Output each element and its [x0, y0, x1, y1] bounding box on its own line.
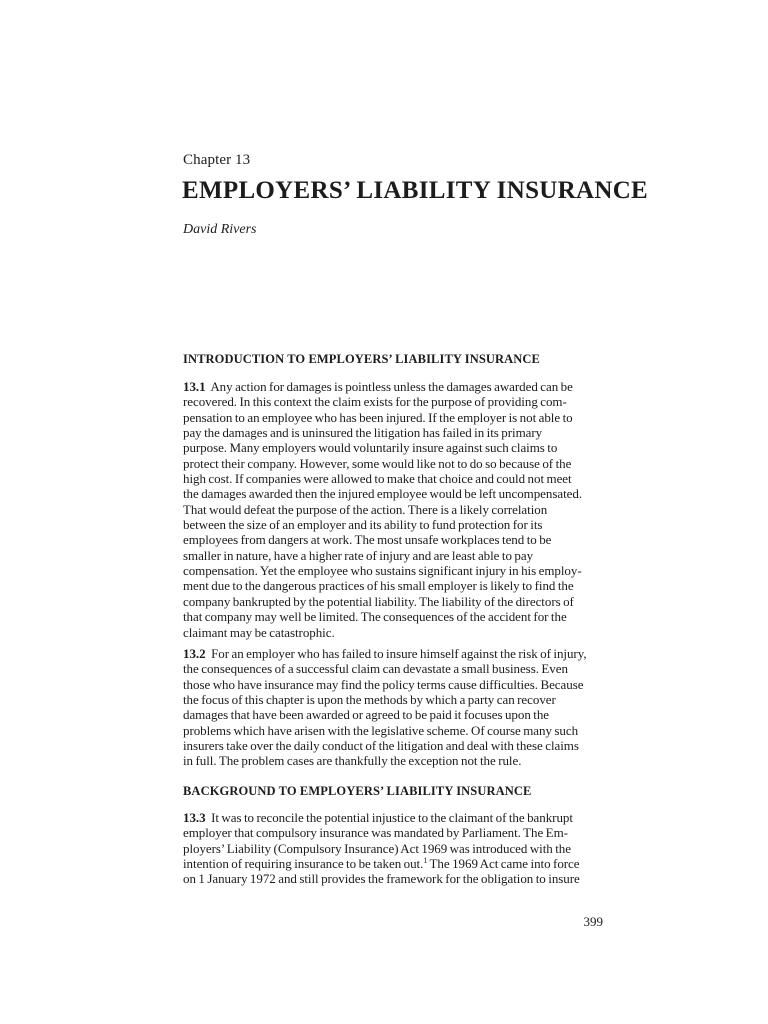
- paragraph-line: That would defeat the purpose of the action. There is a likely correlation: [183, 501, 548, 517]
- paragraph-line: the consequences of a successful claim can devastate a small business. Even: [183, 661, 568, 677]
- chapter-title: EMPLOYERS’ LIABILITY INSURANCE: [182, 177, 649, 204]
- chapter-label: Chapter 13: [183, 152, 251, 168]
- paragraph-line: that company may well be limited. The consequences of the accident for the: [183, 609, 567, 625]
- paragraph-line: insurers take over the daily conduct of the litigation and deal with these claims: [183, 738, 579, 754]
- paragraph-line: 13.2 For an employer who has failed to insure himself against the risk of injury,: [183, 646, 587, 661]
- paragraph-line: 13.3 It was to reconcile the potential injustice to the claimant of the bankrupt: [183, 810, 573, 825]
- paragraph-13-1: [183, 379, 603, 640]
- paragraph-line: ployers’ Liability (Compulsory Insurance) Act 1969 was introduced with the: [183, 840, 571, 856]
- paragraph-number: 13.3: [183, 810, 206, 825]
- paragraph-line: protect their company. However, some would like not to do so because of the: [183, 455, 572, 471]
- paragraph-line: the focus of this chapter is upon the methods by which a party can recover: [183, 692, 556, 708]
- paragraph-line: employees from dangers at work. The most unsafe workplaces tend to be: [183, 532, 552, 548]
- paragraph-line: ment due to the dangerous practices of his small employer is likely to find the: [183, 578, 574, 594]
- paragraph-line: those who have insurance may find the policy terms cause difficulties. Because: [183, 676, 584, 692]
- paragraph-line: smaller in nature, have a higher rate of injury and are least able to pay: [183, 547, 534, 563]
- paragraph-line: claimant may be catastrophic.: [183, 624, 335, 640]
- page-number: 399: [583, 914, 603, 929]
- paragraph-line: compensation. Yet the employee who sustains significant injury in his employ-: [183, 563, 582, 579]
- paragraph-line: in full. The problem cases are thankfully the exception not the rule.: [183, 753, 522, 769]
- section-heading-background: BACKGROUND TO EMPLOYERS’ LIABILITY INSURANCE: [183, 784, 532, 798]
- paragraph-line: purpose. Many employers would voluntarily insure against such claims to: [183, 440, 558, 456]
- paragraph-line: recovered. In this context the claim exists for the purpose of providing com-: [183, 394, 567, 410]
- footnote-reference[interactable]: 1: [423, 856, 428, 866]
- section-heading-introduction: INTRODUCTION TO EMPLOYERS’ LIABILITY INSURANCE: [183, 352, 540, 366]
- paragraph-13-2: [183, 646, 603, 769]
- paragraph-number: 13.2: [183, 646, 206, 661]
- paragraph-line: employer that compulsory insurance was mandated by Parliament. The Em-: [183, 825, 568, 841]
- paragraph-line: between the size of an employer and its ability to fund protection for its: [183, 517, 543, 533]
- paragraph-line: problems which have arisen with the legislative scheme. Of course many such: [183, 722, 579, 738]
- paragraph-line: intention of requiring insurance to be taken out.$^1$ The 1969 Act came into force: [183, 856, 580, 872]
- chapter-author: David Rivers: [183, 222, 257, 237]
- paragraph-number: 13.1: [183, 379, 206, 394]
- paragraph-line: on 1 January 1972 and still provides the framework for the obligation to insure: [183, 871, 580, 887]
- paragraph-line: pensation to an employee who has been injured. If the employer is not able to: [183, 409, 573, 425]
- paragraph-13-3: [183, 810, 603, 887]
- paragraph-line: damages that have been awarded or agreed to be paid it focuses upon the: [183, 707, 550, 723]
- paragraph-line: company bankrupted by the potential liability. The liability of the directors of: [183, 593, 574, 609]
- paragraph-line: high cost. If companies were allowed to make that choice and could not meet: [183, 471, 572, 487]
- paragraph-line: the damages awarded then the injured employee would be left uncompensated.: [183, 486, 583, 502]
- paragraph-line: 13.1 Any action for damages is pointless unless the damages awarded can be: [183, 379, 573, 394]
- paragraph-line: pay the damages and is uninsured the litigation has failed in its primary: [183, 425, 543, 441]
